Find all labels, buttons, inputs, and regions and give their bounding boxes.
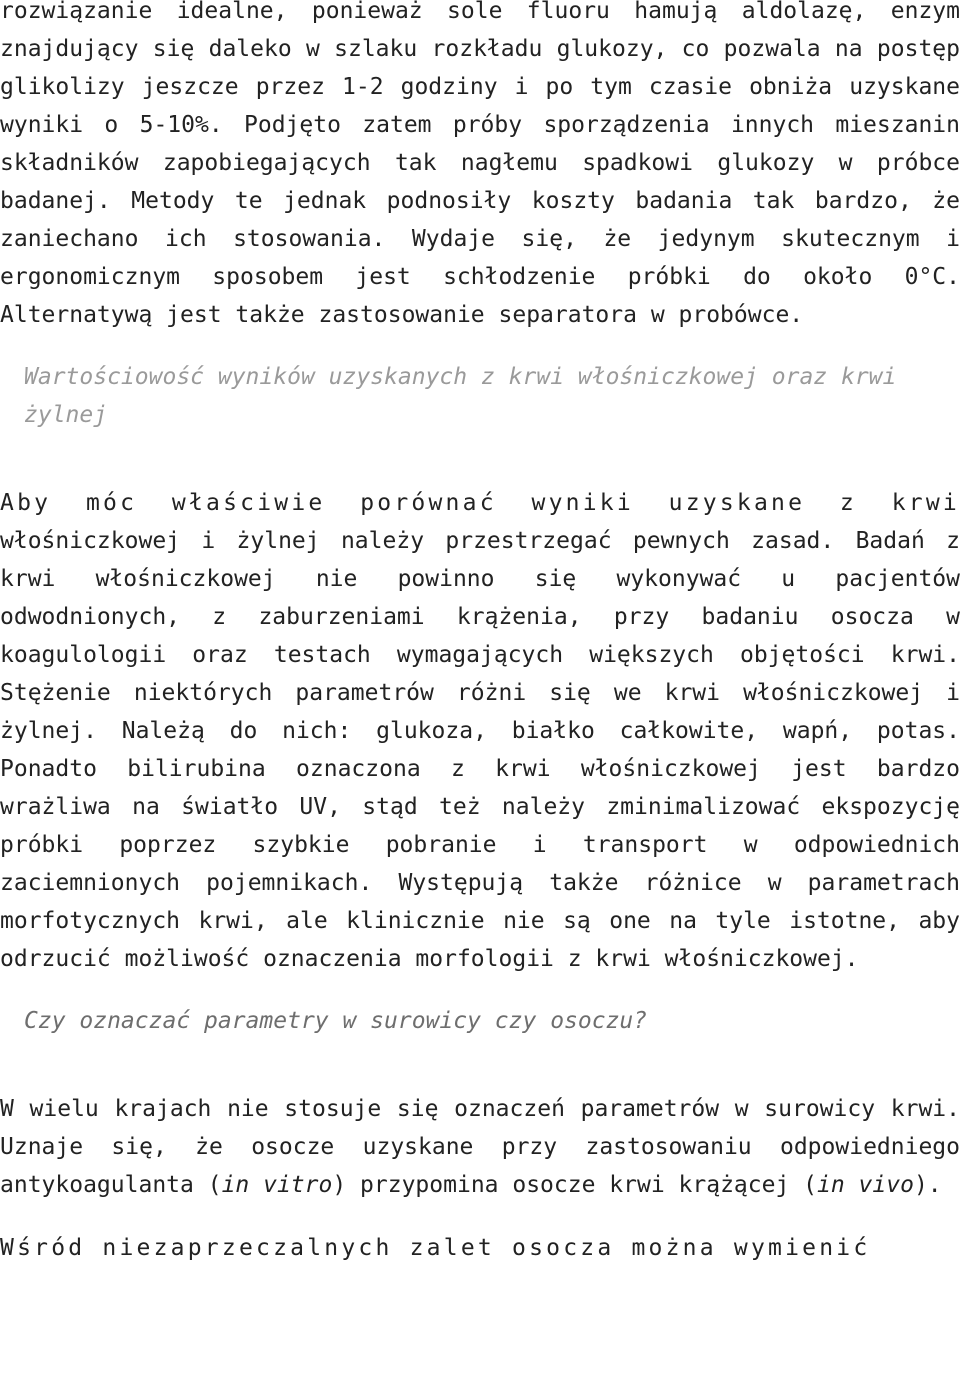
paragraph-text-part-3: ). <box>913 1172 942 1198</box>
section-heading-serum-or-plasma: Czy oznaczać parametry w surowicy czy osoczu? <box>24 1008 648 1034</box>
term-in-vitro: in vitro <box>221 1172 333 1198</box>
paragraph-text-part-2: ) przypomina osocze krwi krążącej ( <box>332 1172 817 1198</box>
paragraph-capillary-blood <box>0 484 960 978</box>
section-heading-capillary-vs-venous: Wartościowość wyników uzyskanych z krwi włośniczkowej oraz krwi żylnej <box>24 364 897 428</box>
paragraph-plasma-advantages: Wśród niezaprzeczalnych zalet osocza można wymienić <box>0 1235 871 1261</box>
paragraph-text-part-1: W wielu krajach nie stosuje się oznaczeń parametrów w surowicy krwi. Uznaje się, że osocze uzyskane przy zastosowaniu odpowiedniego antykoagulanta ( <box>0 1096 960 1198</box>
term-in-vivo: in vivo <box>817 1172 914 1198</box>
paragraph-lead-text: Aby móc właściwie porównać wyniki uzyskane z krwi <box>0 490 960 516</box>
paragraph-glycolysis: rozwiązanie idealne, ponieważ sole fluoru hamują aldolazę, enzym znajdujący się daleko w szlaku rozkładu glukozy, co pozwala na postęp glikolizy jeszcze przez 1-2 godziny i po tym czasie obniża uzyskane wyniki o 5-10%. Podjęto zatem próby sporządzenia innych mieszanin składników zapobiegających tak nagłemu spadkowi glukozy w próbce badanej. Metody te jednak podnosiły koszty badania tak bardzo, że zaniechano ich stosowania. Wydaje się, że jedynym skutecznym i ergonomicznym sposobem jest schłodzenie próbki do około 0°C. Alternatywą jest także zastosowanie separatora w probówce. <box>0 0 960 328</box>
paragraph-serum-plasma <box>0 1090 960 1204</box>
paragraph-body-text: włośniczkowej i żylnej należy przestrzegać pewnych zasad. Badań z krwi włośniczkowej nie powinno się wykonywać u pacjentów odwodnionych, z zaburzeniami krążenia, przy badaniu osocza w koagulologii oraz testach wymagających większych objętości krwi. Stężenie niektórych parametrów różni się we krwi włośniczkowej i żylnej. Należą do nich: glukoza, białko całkowite, wapń, potas. Ponadto bilirubina oznaczona z krwi włośniczkowej jest bardzo wrażliwa na światło UV, stąd też należy zminimalizować ekspozycję próbki poprzez szybkie pobranie i transport w odpowiednich zaciemnionych pojemnikach. Występują także różnice w parametrach morfotycznych krwi, ale klinicznie nie są one na tyle istotne, aby odrzucić możliwość oznaczenia morfologii z krwi włośniczkowej. <box>0 528 960 972</box>
